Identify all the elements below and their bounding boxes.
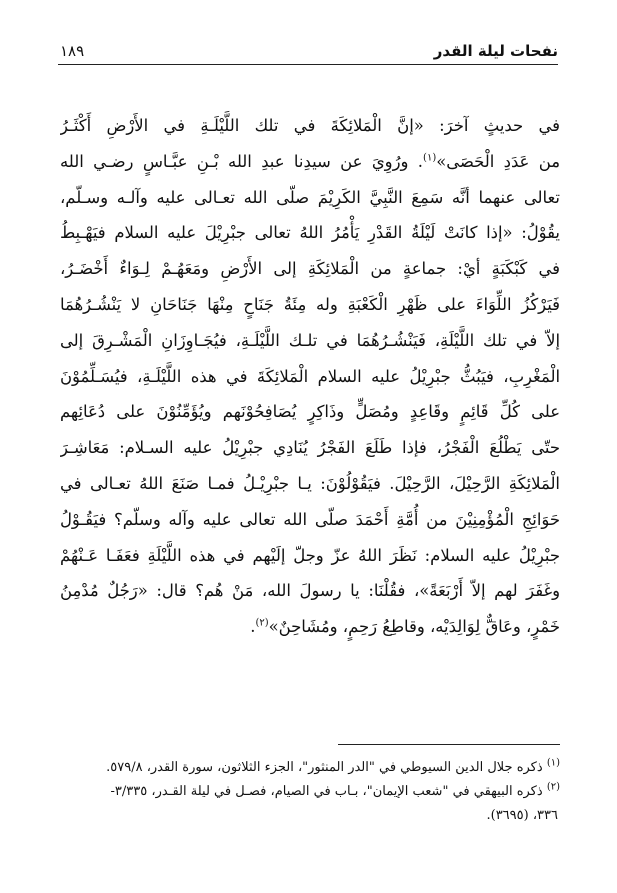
footnote-text: ٣٣٦، (٣٦٩٥). bbox=[486, 808, 558, 823]
running-title: نفحات ليلة القدر bbox=[433, 42, 558, 60]
text-line: الْمَلائِكَةِ الرَّحِيْلَ، الرَّحِيْلَ. فيَقُوْلُوْنَ: يـا جبْرِيْـلُ فمـا صَنَعَ اللهُ تعـالى في bbox=[60, 473, 560, 493]
main-text bbox=[60, 108, 560, 645]
page-header bbox=[58, 40, 558, 65]
text-line: من عَدَدِ الْحَصَى»$^{(١)}$. ورُوِيَ عن سيدِنا عبدِ الله بْـنِ عبَّـاسٍ رضـي الله bbox=[60, 151, 560, 171]
text-line: في كَبْكَبَةٍ أيْ: جماعةٍ من الْمَلائِكَةِ إلى الأَرْضِ ومَعَهُـمْ لِـوَاءٌ أَخْضَـرُ، bbox=[60, 259, 560, 279]
text-line: الْمَغْرِبِ، فيَبُثُّ جبْرِيْلُ عليه السلام الْمَلائِكَةَ في هذه اللَّيْلَـةِ، فيُسَـلِّمُوْنَ bbox=[60, 366, 560, 386]
footnote-marker: (٢) bbox=[546, 781, 560, 793]
text-line: حتّى يَطْلُعَ الْفَجْرُ، فإذا طَلَعَ الفَجْرُ يُنَادِي جبْرِيْلُ عليه السـلام: مَعَاشِـرَ bbox=[60, 438, 560, 458]
text-line: جبْرِيْلُ عليه السلام: نَظَرَ اللهُ عزّ وجلّ إلَيْهم في هذه اللَّيْلَةِ فعَفَـا عَـنْهُمْ bbox=[60, 545, 560, 565]
footnote-text: ذكره جلال الدين السيوطي في "الدر المنثور"، الجزء الثلاثون، سورة القدر، ٥٧٩/٨. bbox=[106, 760, 543, 775]
footnotes bbox=[60, 756, 560, 828]
footnote-separator bbox=[338, 744, 560, 745]
text-line: فَيَرْكُزُ اللِّوَاءَ على ظَهْرِ الْكَعْبَةِ وله مِئَةُ جَنَاحٍ مِنْهَا جَنَاحَانِ لا يَنْشُـرُهُمَا bbox=[60, 294, 560, 314]
text-line: وغَفَرَ لهم إلاّ أَرْبَعَةً»، فقُلْنَا: يا رسولَ الله، مَنْ هُم؟ قال: «رَجُلٌ مُدْمِنُ bbox=[60, 581, 560, 601]
footnote-2 bbox=[60, 780, 560, 804]
page-number: ١٨٩ bbox=[60, 42, 85, 60]
footnote-marker: (١) bbox=[546, 757, 560, 769]
text-line: إلاّ في تلك اللَّيْلَةِ، فَيَنْشُـرُهُمَا في تلـك اللَّيْلَـةِ، فيُجَـاوِزَانِ الْمَشْـرِقَ إلى bbox=[60, 330, 560, 350]
footnote-2-continued bbox=[60, 804, 560, 828]
footnote-text: ذكره البيهقي في "شعب الإيمان"، بـاب في الصيام، فصـل في ليلة القـدر، ٣/٣٣٥- bbox=[110, 784, 543, 799]
text-line: في حديثٍ آخرَ: «إنَّ الْمَلائِكَةَ في تلك اللَّيْلَـةِ في الأَرْضِ أَكْثَـرُ bbox=[60, 116, 560, 135]
text-line: حَوَائِجِ الْمُؤْمِنِيْنَ من أُمَّةِ أَحْمَدَ صلّى الله تعالى عليه وآله وسلّم؟ فيَقُـوْلُ bbox=[60, 509, 560, 529]
text-line: تعالى عنهما أنَّه سَمِعَ النَّبِيَّ الكَرِيْمَ صلّى الله تعـالى عليه وآلـه وسـلّم، bbox=[60, 187, 560, 207]
footnote-ref[interactable]: (٢) bbox=[255, 617, 269, 629]
text-line: يقُوْلُ: «إذا كانَتْ لَيْلَةُ القَدْرِ يَأْمُرُ اللهُ تعالى جبْرِيْلَ عليه السلام فيَهْـبِطُ bbox=[60, 223, 560, 243]
text-line: على كُلِّ قَائِمٍ وقَاعِدٍ ومُصَلٍّ وذَاكِرٍ يُصَافِحُوْنَهم ويُؤَمِّنُوْنَ على دُعَائِهم bbox=[60, 402, 560, 422]
text-line: خَمْرٍ، وعَاقٌّ لِوَالِدَيْه، وقاطِعُ رَحِمٍ، ومُشَاحِنٌ»$^{(٢)}$. bbox=[250, 617, 560, 637]
footnote-1 bbox=[60, 756, 560, 780]
footnote-ref[interactable]: (١) bbox=[423, 152, 437, 164]
